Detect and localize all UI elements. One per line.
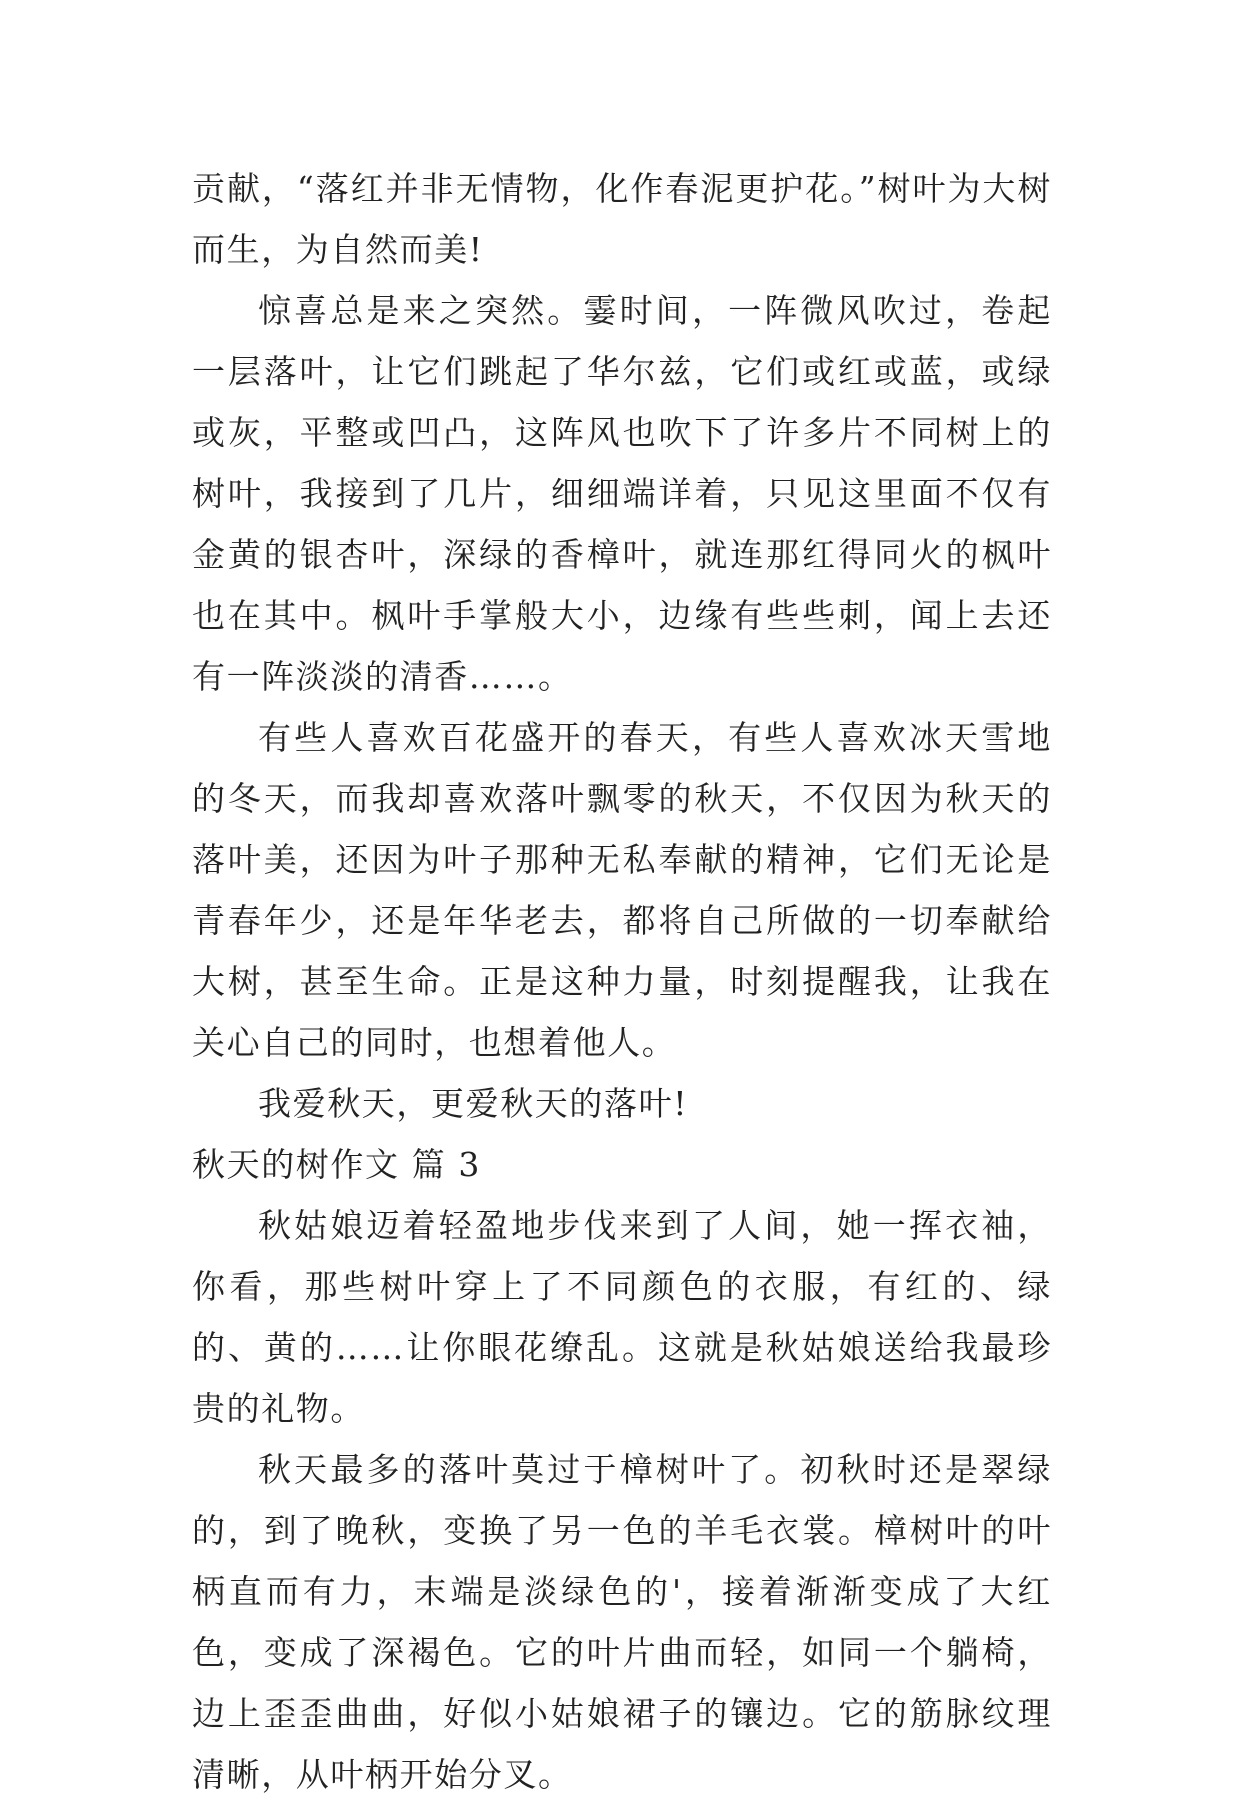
paragraph-surprise: 惊喜总是来之突然。霎时间，一阵微风吹过，卷起一层落叶，让它们跳起了华尔兹，它们或红或蓝，或绿或灰，平整或凹凸，这阵风也吹下了许多片不同树上的树叶，我接到了几片，细细端详着，只见这里面不仅有金黄的银杏叶，深绿的香樟叶，就连那红得同火的枫叶也在其中。枫叶手掌般大小，边缘有些些刺，闻上去还有一阵淡淡的清香……。 <box>192 291 1052 696</box>
paragraph-love-autumn: 我爱秋天，更爱秋天的落叶! <box>258 1084 689 1123</box>
paragraph-contribution: 贡献，“落红并非无情物，化作春泥更护花。”树叶为大树而生，为自然而美! <box>192 169 1052 269</box>
paragraph-seasons: 有些人喜欢百花盛开的春天，有些人喜欢冰天雪地的冬天，而我却喜欢落叶飘零的秋天，不仅因为秋天的落叶美，还因为叶子那种无私奉献的精神，它们无论是青春年少，还是年华老去，都将自己所做的一切奉献给大树，甚至生命。正是这种力量，时刻提醒我，让我在关心自己的同时，也想着他人。 <box>192 718 1052 1062</box>
paragraph-camphor-leaf: 秋天最多的落叶莫过于樟树叶了。初秋时还是翠绿的，到了晚秋，变换了另一色的羊毛衣裳。樟树叶的叶柄直而有力，末端是淡绿色的'，接着渐渐变成了大红色，变成了深褐色。它的叶片曲而轻，如同一个躺椅，边上歪歪曲曲，好似小姑娘裙子的镶边。它的筋脉纹理清晰，从叶柄开始分叉。 <box>192 1450 1052 1794</box>
document-body <box>192 158 1052 1805</box>
paragraph-autumn-girl: 秋姑娘迈着轻盈地步伐来到了人间，她一挥衣袖，你看，那些树叶穿上了不同颜色的衣服，有红的、绿的、黄的……让你眼花缭乱。这就是秋姑娘送给我最珍贵的礼物。 <box>192 1206 1052 1428</box>
section-heading: 秋天的树作文 篇 3 <box>192 1145 481 1184</box>
